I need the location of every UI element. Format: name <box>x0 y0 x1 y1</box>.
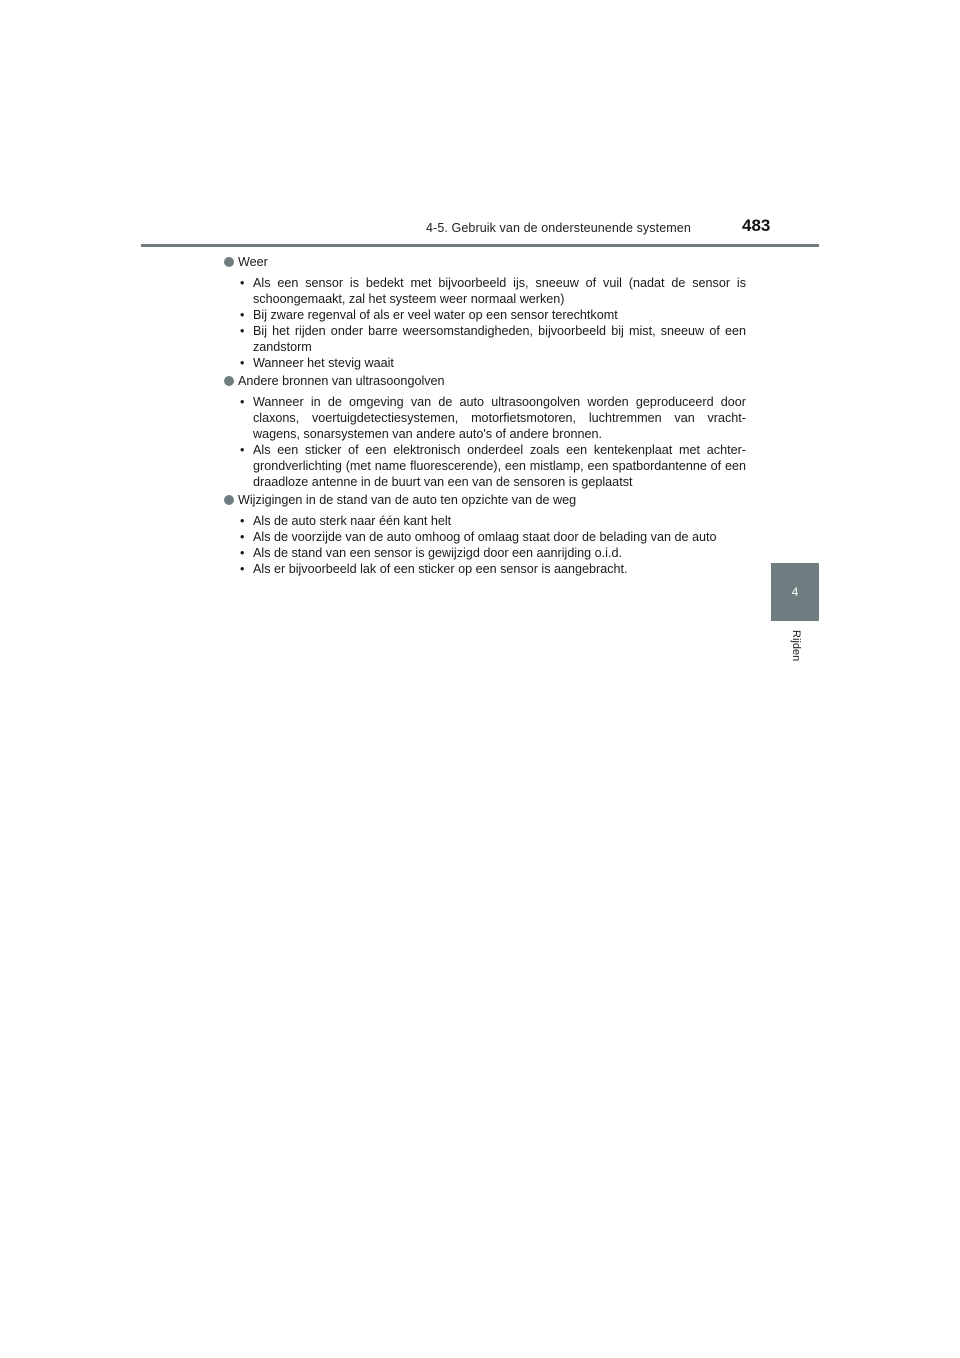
section-heading <box>224 492 746 508</box>
list-item: • Als de stand van een sensor is gewijzigd door een aanrijding o.i.d. <box>224 545 746 561</box>
section-heading-text: Weer <box>238 255 268 269</box>
list-item: • Bij het rijden onder barre weersomstandigheden, bijvoorbeeld bij mist, sneeuw of een zandstorm <box>224 323 746 355</box>
list-item: • Als de voorzijde van de auto omhoog of omlaag staat door de belading van de auto <box>224 529 746 545</box>
list-item: • Als de auto sterk naar één kant helt <box>224 513 746 529</box>
section-heading <box>224 373 746 389</box>
bullet-list <box>224 275 746 371</box>
section-heading-text: Wijzigingen in de stand van de auto ten opzichte van de weg <box>238 493 577 507</box>
section-vehicle-position <box>224 492 746 577</box>
section-heading-text: Andere bronnen van ultrasoongolven <box>238 374 445 388</box>
circle-bullet-icon <box>224 495 234 505</box>
circle-bullet-icon <box>224 376 234 386</box>
section-weather <box>224 254 746 371</box>
section-heading <box>224 254 746 270</box>
list-item: • Wanneer het stevig waait <box>224 355 746 371</box>
chapter-label: Rijden <box>790 630 802 662</box>
bullet-list <box>224 394 746 490</box>
list-item: • Als er bijvoorbeeld lak of een sticker op een sensor is aangebracht. <box>224 561 746 577</box>
header-divider <box>141 244 819 247</box>
chapter-number: 4 <box>791 585 799 599</box>
list-item: • Als een sensor is bedekt met bijvoorbeeld ijs, sneeuw of vuil (nadat de sensor is schoongemaakt, zal het systeem weer normaal werken) <box>224 275 746 307</box>
list-item: • Als een sticker of een elektronisch onderdeel zoals een kentekenplaat met achter- grondverlichting (met name fluorescerende), een mistlamp, een spatbordantenne of een draadloze antenne in de buurt van een van de sensoren is geplaatst <box>224 442 746 490</box>
page-number: 483 <box>742 216 771 235</box>
circle-bullet-icon <box>224 257 234 267</box>
bullet-list <box>224 513 746 577</box>
list-item: • Bij zware regenval of als er veel water op een sensor terechtkomt <box>224 307 746 323</box>
chapter-tab <box>771 563 819 621</box>
section-ultrasonic-sources <box>224 373 746 490</box>
section-title: 4-5. Gebruik van de ondersteunende systemen <box>426 221 691 235</box>
list-item: • Wanneer in de omgeving van de auto ultrasoongolven worden geproduceerd door claxons, voertuigdetectiesystemen, motorfietsmotoren, luchtremmen van vracht- wagens, sonarsystemen van andere auto's of andere bronnen. <box>224 394 746 442</box>
page-content <box>224 254 746 579</box>
